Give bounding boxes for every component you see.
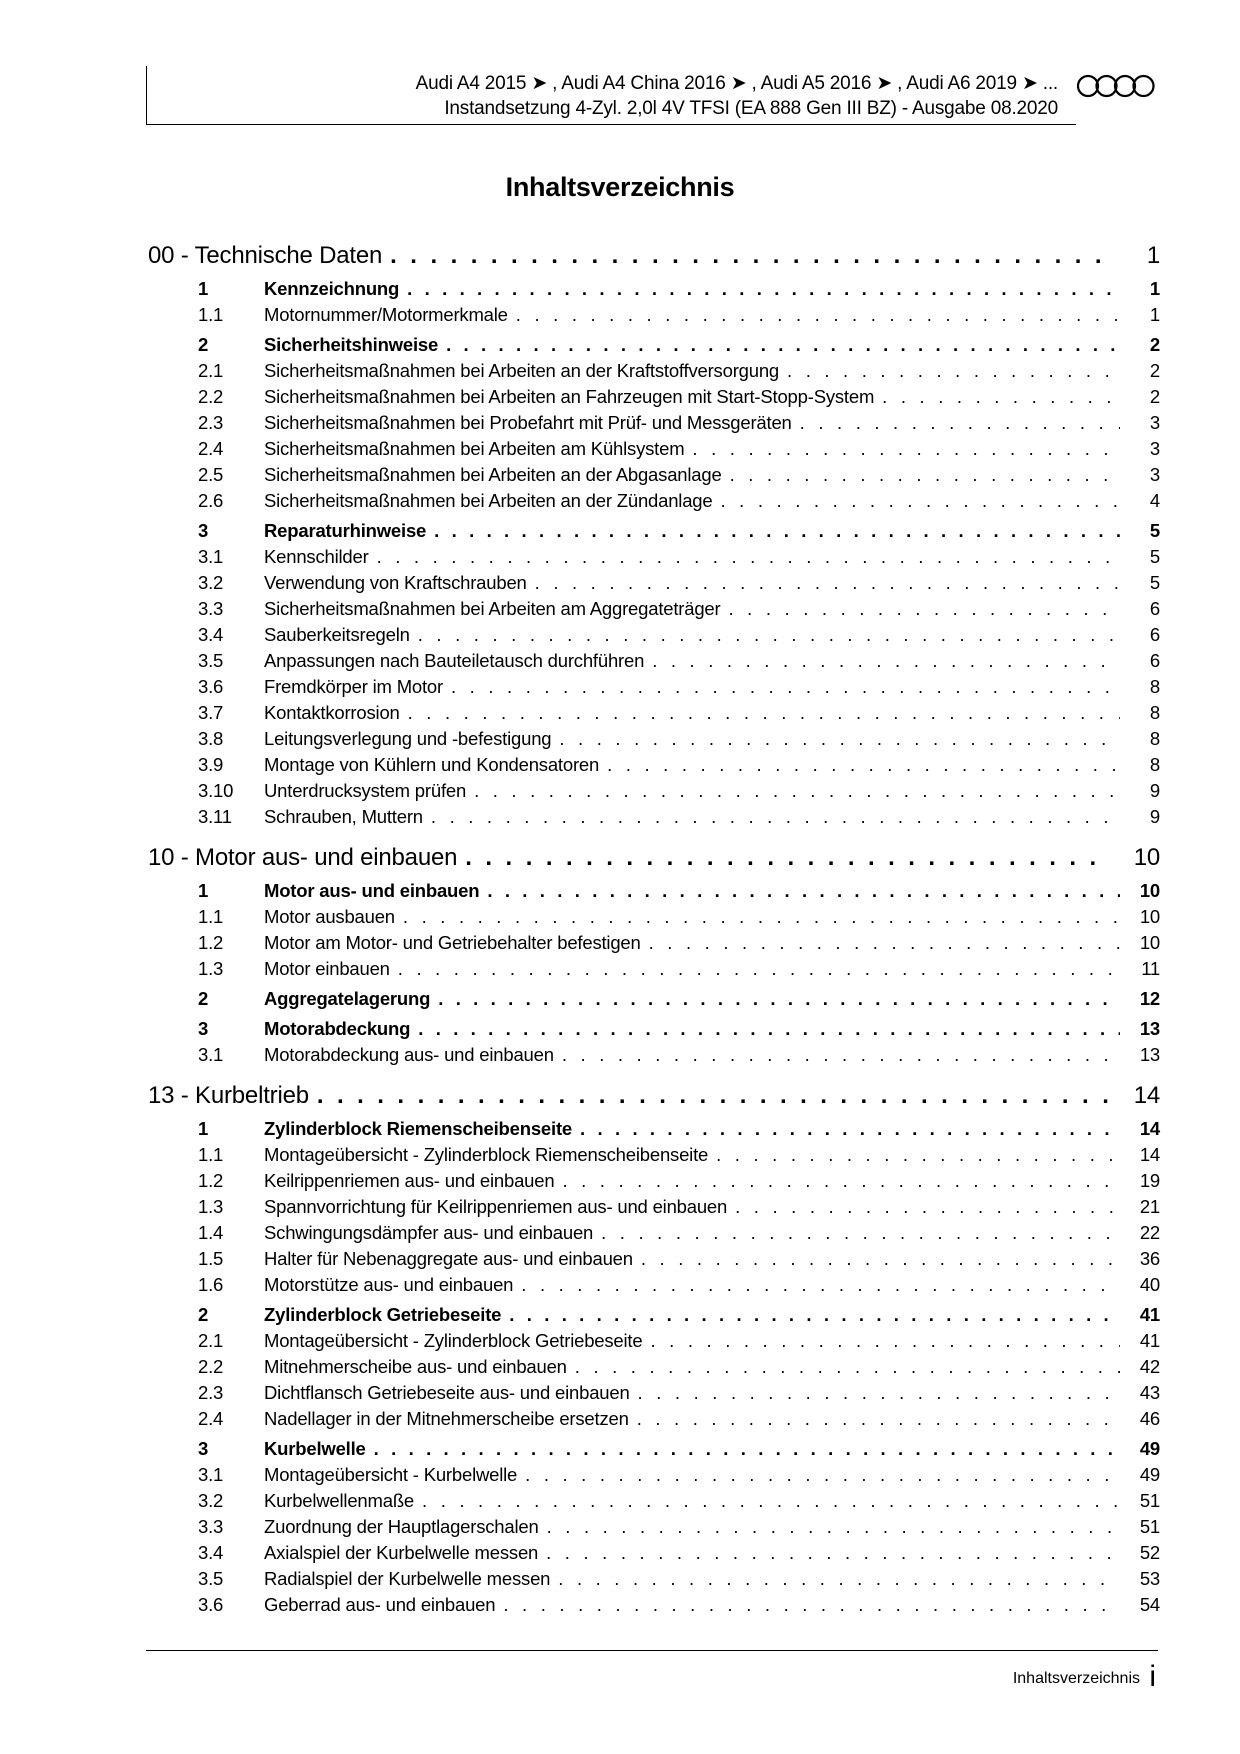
toc-subsection-row[interactable] — [148, 728, 1160, 754]
toc-chapter — [148, 242, 1160, 832]
toc-subsection-row[interactable] — [148, 1330, 1160, 1356]
toc-leader-dots — [418, 1018, 1120, 1040]
toc-section-row[interactable] — [148, 988, 1160, 1014]
toc-entry-title: Geberrad aus- und einbauen — [264, 1594, 496, 1615]
toc-entry-page: 1 — [1149, 304, 1160, 325]
toc-entry-number: 3.4 — [198, 1542, 224, 1563]
toc-entry-page: 42 — [1139, 1356, 1160, 1377]
toc-entry-page: 8 — [1149, 728, 1160, 749]
toc-entry-page: 52 — [1139, 1542, 1160, 1563]
toc-chapter — [148, 844, 1160, 1070]
toc-leader-dots — [418, 624, 1120, 646]
toc-leader-dots — [535, 572, 1120, 594]
toc-entry-page: 10 — [1139, 880, 1160, 901]
toc-subsection-row[interactable] — [148, 598, 1160, 624]
toc-entry-title: Sicherheitsmaßnahmen bei Arbeiten an Fahrzeugen mit Start-Stopp-System — [264, 386, 875, 407]
toc-entry-number: 1 — [198, 880, 209, 901]
toc-entry-page: 2 — [1149, 360, 1160, 381]
toc-leader-dots — [558, 1568, 1120, 1590]
toc-entry-page: 6 — [1149, 624, 1160, 645]
toc-entry-number: 1.3 — [198, 958, 224, 979]
toc-subsection-row[interactable] — [148, 490, 1160, 516]
toc-entry-page: 8 — [1149, 754, 1160, 775]
toc-entry-number: 1.4 — [198, 1222, 224, 1243]
toc-entry-title: Reparaturhinweise — [264, 520, 427, 541]
toc-entry-number: 1 — [198, 278, 209, 299]
header-vertical-rule — [146, 66, 147, 124]
toc-entry-title: Montageübersicht - Kurbelwelle — [264, 1464, 518, 1485]
toc-section-row[interactable] — [148, 1018, 1160, 1044]
toc-entry-page: 36 — [1139, 1248, 1160, 1269]
toc-entry-number: 2 — [198, 1304, 209, 1325]
toc-subsection-row[interactable] — [148, 676, 1160, 702]
toc-entry-title: Schrauben, Muttern — [264, 806, 423, 827]
toc-leader-dots — [735, 1196, 1120, 1218]
toc-entry-page: 49 — [1139, 1464, 1160, 1485]
toc-entry-number: 2 — [198, 334, 209, 355]
toc-subsection-row[interactable] — [148, 702, 1160, 728]
toc-entry-page: 53 — [1139, 1568, 1160, 1589]
toc-entry-number: 3 — [198, 1018, 209, 1039]
toc-subsection-row[interactable] — [148, 304, 1160, 330]
toc-entry-number: 3.2 — [198, 1490, 224, 1511]
toc-entry-number: 3.1 — [198, 1464, 224, 1485]
toc-leader-dots — [649, 932, 1120, 954]
toc-entry-title: Nadellager in der Mitnehmerscheibe ersetzen — [264, 1408, 629, 1429]
toc-leader-dots — [451, 676, 1120, 698]
toc-entry-number: 2.4 — [198, 438, 224, 459]
toc-entry-page: 6 — [1149, 598, 1160, 619]
toc-chapter-row[interactable] — [148, 844, 1160, 876]
toc-subsection-row[interactable] — [148, 1170, 1160, 1196]
toc-leader-dots — [377, 546, 1120, 568]
toc-entry-page: 22 — [1139, 1222, 1160, 1243]
header-vehicle-models: Audi A4 2015 ➤ , Audi A4 China 2016 ➤ , Audi A5 2016 ➤ , Audi A6 2019 ➤ ... — [415, 73, 1058, 94]
toc-leader-dots — [407, 278, 1120, 300]
toc-entry-number: 1.5 — [198, 1248, 224, 1269]
toc-entry-title: Verwendung von Kraftschrauben — [264, 572, 527, 593]
toc-subsection-row[interactable] — [148, 932, 1160, 958]
toc-subsection-row[interactable] — [148, 412, 1160, 438]
toc-section-row[interactable] — [148, 880, 1160, 906]
toc-entry-number: 1.2 — [198, 932, 224, 953]
toc-entry-page: 1 — [1149, 278, 1160, 299]
toc-entry-page: 11 — [1141, 958, 1160, 979]
toc-entry-title: Fremdkörper im Motor — [264, 676, 443, 697]
toc-subsection-row[interactable] — [148, 546, 1160, 572]
toc-entry-number: 2.4 — [198, 1408, 224, 1429]
toc-subsection-row[interactable] — [148, 1464, 1160, 1490]
toc-subsection-row[interactable] — [148, 806, 1160, 832]
toc-entry-title: Radialspiel der Kurbelwelle messen — [264, 1568, 551, 1589]
toc-leader-dots — [562, 1170, 1120, 1192]
toc-leader-dots — [525, 1464, 1120, 1486]
toc-entry-title: Leitungsverlegung und -befestigung — [264, 728, 552, 749]
toc-entry-number: 1.3 — [198, 1196, 224, 1217]
toc-subsection-row[interactable] — [148, 572, 1160, 598]
toc-entry-number: 1 — [198, 1118, 209, 1139]
toc-entry-number: 1.1 — [198, 906, 224, 927]
toc-entry-title: Sicherheitsmaßnahmen bei Arbeiten an der Abgasanlage — [264, 464, 722, 485]
toc-entry-page: 10 — [1139, 906, 1160, 927]
toc-entry-title: Schwingungsdämpfer aus- und einbauen — [264, 1222, 594, 1243]
toc-subsection-row[interactable] — [148, 1356, 1160, 1382]
toc-entry-number: 3 — [198, 520, 209, 541]
toc-subsection-row[interactable] — [148, 1196, 1160, 1222]
toc-subsection-row[interactable] — [148, 1222, 1160, 1248]
toc-subsection-row[interactable] — [148, 624, 1160, 650]
toc-section-row[interactable] — [148, 1118, 1160, 1144]
toc-leader-dots — [638, 1382, 1120, 1404]
toc-entry-page: 3 — [1149, 438, 1160, 459]
toc-leader-dots — [503, 1594, 1120, 1616]
toc-entry-title: Montage von Kühlern und Kondensatoren — [264, 754, 600, 775]
toc-chapter-title: 10 - Motor aus- und einbauen — [148, 844, 458, 871]
footer-rule — [146, 1650, 1158, 1651]
toc-subsection-row[interactable] — [148, 1408, 1160, 1434]
toc-entry-number: 1.6 — [198, 1274, 224, 1295]
toc-entry-page: 5 — [1149, 520, 1160, 541]
toc-entry-title: Aggregatelagerung — [264, 988, 431, 1009]
toc-chapter-title: 00 - Technische Daten — [148, 242, 383, 269]
toc-entry-title: Sauberkeitsregeln — [264, 624, 410, 645]
toc-entry-page: 6 — [1149, 650, 1160, 671]
toc-entry-number: 3.3 — [198, 1516, 224, 1537]
toc-leader-dots — [438, 988, 1120, 1010]
toc-subsection-row[interactable] — [148, 1044, 1160, 1070]
toc-chapter-row[interactable] — [148, 242, 1160, 274]
toc-entry-list — [148, 880, 1160, 1070]
toc-section-row[interactable] — [148, 1438, 1160, 1464]
toc-leader-dots — [652, 650, 1120, 672]
toc-entry-page: 43 — [1139, 1382, 1160, 1403]
toc-section-row[interactable] — [148, 278, 1160, 304]
toc-leader-dots — [398, 958, 1120, 980]
toc-entry-number: 3.5 — [198, 650, 224, 671]
toc-entry-number: 1.1 — [198, 1144, 224, 1165]
toc-entry-page: 41 — [1139, 1330, 1160, 1351]
toc-entry-page: 14 — [1139, 1144, 1160, 1165]
footer-page-number: i — [1149, 1660, 1156, 1693]
toc-entry-title: Motornummer/Motormerkmale — [264, 304, 508, 325]
toc-section-row[interactable] — [148, 1304, 1160, 1330]
toc-leader-dots — [317, 1082, 1110, 1110]
toc-leader-dots — [422, 1490, 1120, 1512]
toc-section-row[interactable] — [148, 520, 1160, 546]
toc-entry-number: 3.9 — [198, 754, 224, 775]
toc-entry-title: Motor ausbauen — [264, 906, 395, 927]
toc-entry-page: 19 — [1139, 1170, 1160, 1191]
toc-entry-number: 1.2 — [198, 1170, 224, 1191]
toc-entry-number: 2 — [198, 988, 209, 1009]
toc-entry-page: 51 — [1139, 1490, 1160, 1511]
toc-leader-dots — [408, 702, 1120, 724]
toc-entry-number: 2.1 — [198, 360, 224, 381]
toc-entry-page: 2 — [1149, 334, 1160, 355]
toc-leader-dots — [403, 906, 1120, 928]
toc-leader-dots — [575, 1356, 1120, 1378]
toc-leader-dots — [730, 464, 1120, 486]
toc-entry-number: 2.5 — [198, 464, 224, 485]
footer-label: Inhaltsverzeichnis — [1012, 1670, 1140, 1687]
toc-leader-dots — [474, 780, 1120, 802]
toc-entry-title: Keilrippenriemen aus- und einbauen — [264, 1170, 555, 1191]
toc-entry-page: 54 — [1139, 1594, 1160, 1615]
toc-leader-dots — [601, 1222, 1120, 1244]
toc-chapter-title: 13 - Kurbeltrieb — [148, 1082, 309, 1109]
toc-entry-number: 3.6 — [198, 676, 224, 697]
toc-entry-title: Sicherheitsmaßnahmen bei Arbeiten an der Zündanlage — [264, 490, 713, 511]
toc-entry-page: 3 — [1149, 412, 1160, 433]
toc-leader-dots — [516, 304, 1120, 326]
toc-subsection-row[interactable] — [148, 1568, 1160, 1594]
toc-subsection-row[interactable] — [148, 438, 1160, 464]
toc-entry-title: Mitnehmerscheibe aus- und einbauen — [264, 1356, 567, 1377]
toc-entry-number: 3.1 — [198, 1044, 224, 1065]
toc-leader-dots — [521, 1274, 1120, 1296]
toc-entry-title: Zylinderblock Getriebeseite — [264, 1304, 502, 1325]
toc-entry-number: 2.1 — [198, 1330, 224, 1351]
toc-entry-number: 2.3 — [198, 1382, 224, 1403]
toc-leader-dots — [787, 360, 1120, 382]
toc-entry-title: Motorabdeckung — [264, 1018, 411, 1039]
toc-entry-page: 8 — [1149, 702, 1160, 723]
toc-entry-title: Kennzeichnung — [264, 278, 400, 299]
toc-subsection-row[interactable] — [148, 754, 1160, 780]
toc-entry-page: 21 — [1139, 1196, 1160, 1217]
toc-entry-title: Sicherheitsmaßnahmen bei Arbeiten an der Kraftstoffversorgung — [264, 360, 780, 381]
toc-entry-title: Motor einbauen — [264, 958, 390, 979]
toc-entry-page: 5 — [1149, 572, 1160, 593]
toc-subsection-row[interactable] — [148, 958, 1160, 984]
toc-entry-title: Motor aus- und einbauen — [264, 880, 480, 901]
toc-subsection-row[interactable] — [148, 1516, 1160, 1542]
toc-entry-page: 40 — [1139, 1274, 1160, 1295]
toc-leader-dots — [434, 520, 1120, 542]
toc-entry-number: 3.1 — [198, 546, 224, 567]
toc-entry-page: 51 — [1139, 1516, 1160, 1537]
toc-entry-title: Motorstütze aus- und einbauen — [264, 1274, 514, 1295]
toc-leader-dots — [882, 386, 1120, 408]
page-title: Inhaltsverzeichnis — [505, 172, 735, 202]
toc-leader-dots — [728, 598, 1120, 620]
toc-entry-title: Montageübersicht - Zylinderblock Riemenscheibenseite — [264, 1144, 709, 1165]
toc-subsection-row[interactable] — [148, 1490, 1160, 1516]
toc-entry-page: 13 — [1139, 1044, 1160, 1065]
toc-entry-number: 3.5 — [198, 1568, 224, 1589]
toc-entry-page: 2 — [1149, 386, 1160, 407]
toc-entry-page: 4 — [1149, 490, 1160, 511]
toc-leader-dots — [465, 844, 1110, 872]
toc-subsection-row[interactable] — [148, 780, 1160, 806]
toc-subsection-row[interactable] — [148, 360, 1160, 386]
toc-entry-title: Kurbelwellenmaße — [264, 1490, 415, 1511]
toc-leader-dots — [562, 1044, 1120, 1066]
header-horizontal-rule — [146, 124, 1076, 125]
toc-entry-page: 49 — [1139, 1438, 1160, 1459]
toc-entry-page: 46 — [1139, 1408, 1160, 1429]
table-of-contents — [148, 242, 1160, 1632]
toc-entry-number: 3.7 — [198, 702, 224, 723]
toc-entry-number: 3.6 — [198, 1594, 224, 1615]
toc-entry-page: 3 — [1149, 464, 1160, 485]
toc-subsection-row[interactable] — [148, 1382, 1160, 1408]
toc-entry-number: 3.3 — [198, 598, 224, 619]
header-manual-title: Instandsetzung 4-Zyl. 2,0l 4V TFSI (EA 888 Gen III BZ) - Ausgabe 08.2020 — [444, 98, 1058, 119]
toc-chapter-row[interactable] — [148, 1082, 1160, 1114]
toc-entry-title: Anpassungen nach Bauteiletausch durchführen — [264, 650, 645, 671]
toc-leader-dots — [637, 1408, 1120, 1430]
audi-rings-logo-icon — [1076, 74, 1156, 98]
toc-entry-title: Sicherheitsmaßnahmen bei Arbeiten am Kühlsystem — [264, 438, 685, 459]
toc-leader-dots — [692, 438, 1120, 460]
toc-entry-number: 1.1 — [198, 304, 224, 325]
toc-leader-dots — [374, 1438, 1120, 1460]
toc-subsection-row[interactable] — [148, 1144, 1160, 1170]
toc-subsection-row[interactable] — [148, 464, 1160, 490]
toc-entry-page: 5 — [1149, 546, 1160, 567]
toc-leader-dots — [800, 412, 1120, 434]
page-header — [146, 66, 1156, 124]
toc-entry-number: 3.2 — [198, 572, 224, 593]
toc-entry-page: 9 — [1149, 780, 1160, 801]
toc-entry-number: 2.3 — [198, 412, 224, 433]
toc-entry-title: Montageübersicht - Zylinderblock Getriebeseite — [264, 1330, 643, 1351]
toc-entry-title: Motorabdeckung aus- und einbauen — [264, 1044, 554, 1065]
toc-leader-dots — [641, 1248, 1120, 1270]
toc-entry-page: 12 — [1139, 988, 1160, 1009]
toc-leader-dots — [487, 880, 1120, 902]
toc-leader-dots — [390, 242, 1110, 270]
toc-entry-title: Kontaktkorrosion — [264, 702, 400, 723]
toc-entry-list — [148, 278, 1160, 832]
toc-subsection-row[interactable] — [148, 1542, 1160, 1568]
toc-entry-title: Unterdrucksystem prüfen — [264, 780, 467, 801]
toc-leader-dots — [650, 1330, 1120, 1352]
toc-entry-title: Kurbelwelle — [264, 1438, 366, 1459]
toc-entry-number: 2.6 — [198, 490, 224, 511]
toc-subsection-row[interactable] — [148, 1594, 1160, 1620]
toc-subsection-row[interactable] — [148, 650, 1160, 676]
toc-subsection-row[interactable] — [148, 1248, 1160, 1274]
toc-subsection-row[interactable] — [148, 1274, 1160, 1300]
toc-chapter-page: 1 — [1146, 242, 1160, 269]
toc-chapter-page: 14 — [1133, 1082, 1160, 1109]
toc-entry-title: Kennschilder — [264, 546, 369, 567]
toc-entry-number: 3.4 — [198, 624, 224, 645]
toc-leader-dots — [559, 728, 1120, 750]
toc-entry-page: 8 — [1149, 676, 1160, 697]
toc-entry-page: 13 — [1139, 1018, 1160, 1039]
toc-leader-dots — [580, 1118, 1120, 1140]
toc-entry-title: Zylinderblock Riemenscheibenseite — [264, 1118, 573, 1139]
toc-entry-page: 9 — [1149, 806, 1160, 827]
toc-entry-number: 3.10 — [198, 780, 234, 801]
toc-leader-dots — [509, 1304, 1120, 1326]
toc-entry-number: 3 — [198, 1438, 209, 1459]
toc-leader-dots — [546, 1542, 1120, 1564]
toc-entry-number: 2.2 — [198, 386, 224, 407]
toc-entry-number: 3.8 — [198, 728, 224, 749]
toc-entry-title: Zuordnung der Hauptlagerschalen — [264, 1516, 539, 1537]
toc-leader-dots — [720, 490, 1120, 512]
toc-chapter — [148, 1082, 1160, 1620]
toc-entry-number: 3.11 — [198, 806, 232, 827]
toc-leader-dots — [431, 806, 1120, 828]
toc-entry-title: Sicherheitshinweise — [264, 334, 439, 355]
toc-subsection-row[interactable] — [148, 386, 1160, 412]
toc-entry-title: Sicherheitsmaßnahmen bei Arbeiten am Aggregateträger — [264, 598, 721, 619]
toc-entry-list — [148, 1118, 1160, 1620]
toc-entry-title: Axialspiel der Kurbelwelle messen — [264, 1542, 539, 1563]
toc-entry-title: Sicherheitsmaßnahmen bei Probefahrt mit Prüf- und Messgeräten — [264, 412, 792, 433]
toc-subsection-row[interactable] — [148, 906, 1160, 932]
toc-chapter-page: 10 — [1133, 844, 1160, 871]
toc-section-row[interactable] — [148, 334, 1160, 360]
toc-entry-number: 2.2 — [198, 1356, 224, 1377]
toc-leader-dots — [446, 334, 1120, 356]
toc-entry-title: Dichtflansch Getriebeseite aus- und einbauen — [264, 1382, 630, 1403]
toc-entry-page: 41 — [1139, 1304, 1160, 1325]
toc-leader-dots — [607, 754, 1120, 776]
toc-leader-dots — [716, 1144, 1120, 1166]
toc-entry-page: 14 — [1139, 1118, 1160, 1139]
toc-entry-page: 10 — [1139, 932, 1160, 953]
toc-leader-dots — [547, 1516, 1120, 1538]
toc-entry-title: Spannvorrichtung für Keilrippenriemen aus- und einbauen — [264, 1196, 728, 1217]
toc-entry-title: Motor am Motor- und Getriebehalter befestigen — [264, 932, 641, 953]
toc-entry-title: Halter für Nebenaggregate aus- und einbauen — [264, 1248, 633, 1269]
